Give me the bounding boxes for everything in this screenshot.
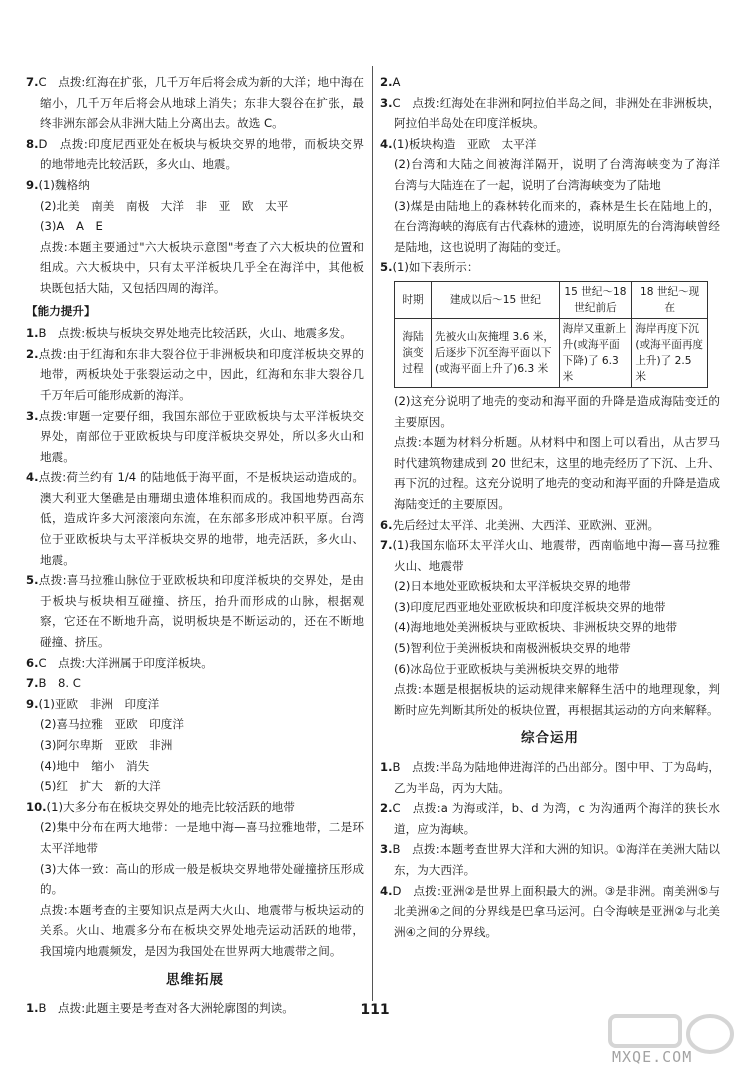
thinking-6: 6.先后经过太平洋、北美洲、大西洋、亚欧洲、亚洲。 bbox=[380, 517, 660, 532]
thinking-2: 2.A bbox=[380, 75, 401, 89]
apply-2: 2.C 点拨:a 为海或洋，b、d 为湾，c 为沟通两个海洋的狭长水道，应为海峡。 bbox=[380, 801, 720, 836]
sea-land-change-table bbox=[394, 281, 708, 388]
ability-10-item: (2)集中分布在两大地带：一是地中海—喜马拉雅地带，二是环太平洋地带 bbox=[40, 820, 364, 855]
ability-2: 2.点拨:由于红海和东非大裂谷位于非洲板块和印度洋板块交界的地带，两板块处于张裂运动之中，因此，红海和东非大裂谷几千万年后可能形成新的海洋。 bbox=[26, 346, 364, 402]
ability-3: 3.点拨:审题一定要仔细，我国东部位于亚欧板块与太平洋板块交界处，南部位于亚欧板块与印度洋板块交界处，所以多火山和地震。 bbox=[26, 408, 364, 464]
table-row-label: 海陆演变过程 bbox=[395, 318, 432, 387]
ability-9-item: (3)阿尔卑斯 亚欧 非洲 bbox=[40, 738, 173, 752]
table-header-row bbox=[395, 281, 708, 318]
section-title-apply: 综合运用 bbox=[521, 730, 579, 747]
apply-4: 4.D 点拨:亚洲②是世界上面积最大的洲。③是非洲。南美洲⑤与北美洲④之间的分界线是巴拿马运河。白令海峡是亚洲②与北美洲④之间的分界线。 bbox=[380, 883, 720, 939]
ability-7-8: 7.B 8. C bbox=[26, 676, 81, 691]
thinking-5: 5.(1)如下表所示： bbox=[380, 260, 479, 275]
ability-10-note: 点拨:本题考查的主要知识点是两大火山、地震带与板块运动的关系。火山、地震多分布在板块交界处地壳运动活跃的地带，我国境内地震频发，是因为我国处在世界两大地震带之间。 bbox=[40, 902, 364, 958]
table-cell: 先被火山灰掩埋 3.6 米，后逐步下沉至海平面以下(或海平面上升了)6.3 米 bbox=[432, 318, 560, 387]
table-header-cell: 时期 bbox=[395, 281, 432, 318]
ability-9-item: (4)地中 缩小 消失 bbox=[40, 758, 150, 773]
ability-5: 5.点拨:喜马拉雅山脉位于亚欧板块和印度洋板块的交界处，是由于板块与板块相互碰撞、挤压，抬升而形成的山脉，根据观察，它还在不断地升高，说明板块是不断运动的，还在不断地碰撞、挤压。 bbox=[26, 573, 364, 650]
section-title-thinking: 思维拓展 bbox=[166, 971, 224, 988]
right-column bbox=[380, 72, 732, 942]
thinking-3: 3.C 点拨:红海处在非洲和阿拉伯半岛之间，非洲处在非洲板块，阿拉伯半岛处在印度洋板块。 bbox=[380, 95, 720, 131]
table-row bbox=[395, 318, 708, 387]
apply-3: 3.B 点拨:本题考查世界大洋和大洲的知识。①海洋在美洲大陆以东，为大西洋。 bbox=[380, 842, 720, 877]
thinking-4-item: (3)煤是由陆地上的森林转化而来的，森林是生长在陆地上的，在台湾海峡的海底有古代森林的遗迹，说明原先的台湾海峡曾经是陆地，这也说明了海陆的变迁。 bbox=[394, 198, 720, 254]
table-header-cell: 15 世纪～18 世纪前后 bbox=[559, 281, 632, 318]
ability-header: 【能力提升】 bbox=[26, 303, 96, 318]
thinking-7: 7.(1)我国东临环太平洋火山、地震带，西南临地中海—喜马拉雅火山、地震带 bbox=[380, 538, 720, 573]
ability-1: 1.B 点拨:板块与板块交界处地壳比较活跃，火山、地震多发。 bbox=[26, 326, 352, 341]
ability-4: 4.点拨:荷兰约有 1/4 的陆地低于海平面，不是板块运动造成的。澳大利亚大堡礁是由珊瑚虫遗体堆积而成的。我国地势西高东低，造成许多大河滚滚向东流，在东部多形成冲积平原。台湾位于亚欧板块与太平洋板块交界的地带，地壳活跃，多火山、地震。 bbox=[26, 470, 364, 567]
answer-9-item-3: (3)A A E bbox=[40, 219, 103, 234]
table-cell: 海岸再度下沉(或海平面再度上升)了 2.5 米 bbox=[632, 318, 708, 387]
thinking-7-note: 点拨:本题是根据板块的运动规律来解释生活中的地理现象，判断时应先判断其所处的板块位置，再根据其运动的方向来解释。 bbox=[394, 682, 720, 717]
answer-9: 9.(1)魏格纳 bbox=[26, 177, 90, 192]
answer-9-note: 点拨:本题主要通过"六大板块示意图"考查了六大板块的位置和组成。六大板块中，只有太平洋板块几乎全在海洋中，其他板块既包括大陆，又包括四周的海洋。 bbox=[40, 239, 364, 295]
thinking-7-item: (2)日本地处亚欧板块和太平洋板块交界的地带 bbox=[394, 579, 631, 594]
thinking-4-item: (2)台湾和大陆之间被海洋隔开，说明了台湾海峡变为了海洋 台湾与大陆连在了一起，说明了台湾海峡变为了陆地 bbox=[394, 157, 732, 192]
thinking-5-item: (2)这充分说明了地壳的变动和海平面的升降是造成海陆变迁的主要原因。 bbox=[394, 393, 720, 429]
thinking-4: 4.(1)板块构造 亚欧 太平洋 bbox=[380, 136, 537, 151]
table-header-cell: 建成以后～15 世纪 bbox=[432, 281, 560, 318]
left-column bbox=[26, 72, 364, 1019]
apply-1: 1.B 点拨:半岛为陆地伸进海洋的凸出部分。图中甲、丁为岛屿，乙为半岛，丙为大陆。 bbox=[380, 760, 720, 795]
thinking-7-item: (3)印度尼西亚地处亚欧板块和印度洋板块交界的地带 bbox=[394, 599, 666, 614]
ability-9-item: (2)喜马拉雅 亚欧 印度洋 bbox=[40, 717, 184, 732]
answer-8: 8.D 点拨:印度尼西亚处在板块与板块交界的地带，而板块交界的地带地壳比较活跃，多火山、地震。 bbox=[26, 136, 364, 172]
ability-6: 6.C 点拨:大洋洲属于印度洋板块。 bbox=[26, 655, 213, 670]
table-header-cell: 18 世纪～现在 bbox=[632, 281, 708, 318]
thinking-5-note: 点拨:本题为材料分析题。从材料中和图上可以看出，从古罗马时代建筑物建成到 20 世纪末，这里的地壳经历了下沉、上升、再下沉的过程。这充分说明了地壳的变动和海平面的升降是造成海陆变迁的主要原因。 bbox=[394, 435, 720, 511]
page-number: 111 bbox=[360, 1002, 390, 1018]
ability-10-item: (3)大体一致：高山的形成一般是板块交界地带处碰撞挤压形成的。 bbox=[40, 861, 364, 897]
ability-9: 9.(1)亚欧 非洲 印度洋 bbox=[26, 696, 160, 711]
answer-7: 7.C 点拨:红海在扩张，几千万年后将会成为新的大洋；地中海在缩小，几千万年后将会从地球上消失；东非大裂谷在扩张，最终非洲东部会从非洲大陆上分离出去。故选 C。 bbox=[26, 75, 364, 131]
thinking-7-item: (4)海地地处美洲板块与亚欧板块、非洲板块交界的地带 bbox=[394, 620, 678, 635]
column-divider bbox=[372, 66, 373, 1001]
thinking-1: 1.B 点拨:此题主要是考查对各大洲轮廓图的判读。 bbox=[26, 1001, 294, 1016]
watermark-text: MXQE.COM bbox=[612, 1048, 693, 1066]
ability-10: 10.(1)大多分布在板块交界处的地壳比较活跃的地带 bbox=[26, 799, 295, 814]
ability-9-item: (5)红 扩大 新的大洋 bbox=[40, 779, 161, 794]
thinking-7-item: (5)智利位于美洲板块和南极洲板块交界的地带 bbox=[394, 641, 631, 656]
thinking-7-item: (6)冰岛位于亚欧板块与美洲板块交界的地带 bbox=[394, 661, 620, 676]
table-cell: 海岸又重新上升(或海平面下降)了 6.3 米 bbox=[559, 318, 632, 387]
answer-9-item-2: (2)北美 南美 南极 大洋 非 亚 欧 太平 bbox=[40, 198, 289, 213]
